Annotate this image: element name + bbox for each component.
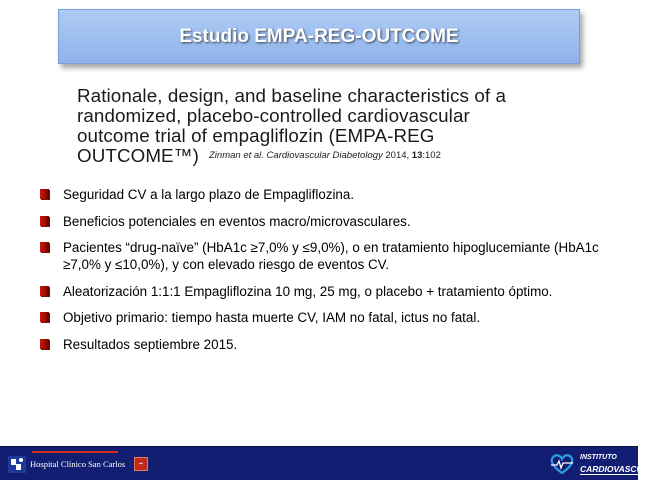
bullet-icon bbox=[40, 189, 49, 199]
bullet-icon bbox=[40, 312, 49, 322]
institute-heart-icon bbox=[548, 452, 576, 476]
community-logo-icon: ▪▪ bbox=[134, 457, 148, 471]
footer-bar bbox=[0, 446, 660, 480]
bullet-item bbox=[40, 186, 610, 203]
citation-volume: 13 bbox=[411, 150, 423, 161]
hospital-logo-icon bbox=[8, 456, 26, 473]
paper-citation bbox=[209, 150, 441, 161]
hospital-name: Hospital Clínico San Carlos bbox=[30, 459, 126, 469]
bullet-text: Resultados septiembre 2015. bbox=[63, 336, 238, 352]
citation-year: 2014, bbox=[385, 150, 410, 161]
bullet-icon bbox=[40, 216, 49, 226]
paper-title-line: Rationale, design, and baseline characteristics of a bbox=[77, 85, 507, 106]
bullet-text: Objetivo primario: tiempo hasta muerte CV, IAM no fatal, ictus no fatal. bbox=[63, 310, 481, 325]
paper-title-line: OUTCOME™) bbox=[77, 145, 199, 166]
footer-accent-line bbox=[32, 451, 118, 453]
citation-page: :102 bbox=[422, 150, 441, 161]
bullet-list bbox=[40, 186, 610, 362]
paper-title-line: outcome trial of empagliflozin (EMPA-REG bbox=[77, 125, 435, 146]
bullet-text: Pacientes “drug-naïve” (HbA1c ≥7,0% y ≤9,0%), o en tratamiento hipoglucemiante (HbA1c ≥7,0% y ≤10,0%), y con elevado riesgo de eventos CV. bbox=[63, 240, 599, 272]
citation-author: Zinman et al. Cardiovascular Diabetology bbox=[209, 150, 383, 161]
paper-title-line: randomized, placebo-controlled cardiovascular bbox=[77, 105, 470, 126]
slide-title: Estudio EMPA-REG-OUTCOME bbox=[179, 25, 459, 47]
bullet-item bbox=[40, 309, 610, 326]
bullet-icon bbox=[40, 242, 49, 252]
bullet-item bbox=[40, 283, 610, 300]
slide-title-box bbox=[58, 9, 580, 64]
bullet-icon bbox=[40, 286, 49, 296]
bullet-item bbox=[40, 336, 610, 353]
bullet-text: Seguridad CV a la largo plazo de Empagliflozina. bbox=[63, 187, 355, 202]
bullet-text: Beneficios potenciales en eventos macro/microvasculares. bbox=[63, 213, 411, 229]
institute-name-line1: INSTITUTO bbox=[580, 454, 617, 461]
institute-name-line2: CARDIOVASCULAR bbox=[580, 464, 660, 474]
bullet-item bbox=[40, 213, 610, 230]
bullet-item bbox=[40, 239, 610, 273]
bullet-icon bbox=[40, 339, 49, 349]
bullet-text: Aleatorización 1:1:1 Empagliflozina 10 mg, 25 mg, o placebo + tratamiento óptimo. bbox=[63, 283, 553, 299]
